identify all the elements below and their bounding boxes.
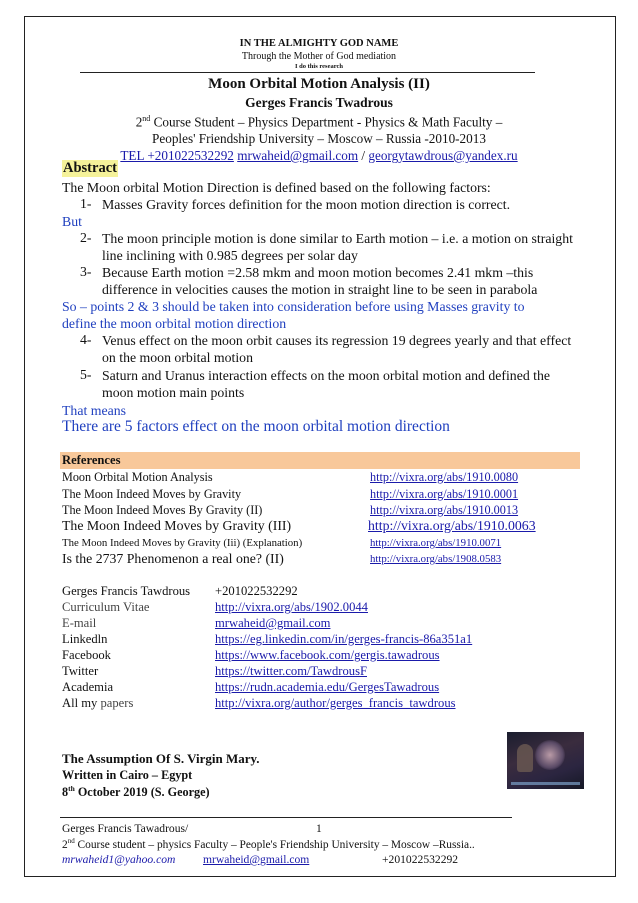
profile-label: Academia xyxy=(62,680,114,694)
footer-email-italic[interactable]: mrwaheid1@yahoo.com xyxy=(62,853,176,866)
item-1-number: 1- xyxy=(80,196,92,211)
footer-line-2-rest: Course student – physics Faculty – People's Friendship University – Moscow –Russia.. xyxy=(74,838,475,851)
contact-separator: / xyxy=(358,148,369,163)
virgin-mary-picture xyxy=(507,732,584,789)
conclusion-text: There are 5 factors effect on the moon orbital motion direction xyxy=(62,418,450,435)
but-label: But xyxy=(62,214,82,229)
profile-link[interactable]: https://twitter.com/TawdrousF xyxy=(215,664,367,678)
profile-label: E-mail xyxy=(62,616,97,630)
footer-email[interactable]: mrwaheid@gmail.com xyxy=(203,853,310,866)
item-3-text: Because Earth motion =2.58 mkm and moon motion becomes 2.41 mkm –this difference in velocities causes the motion in straight line to be seen in parabola xyxy=(102,265,538,297)
so-line-1: So – points 2 & 3 should be taken into consideration before using Masses gravity to xyxy=(62,299,525,314)
abstract-heading: Abstract xyxy=(63,160,117,176)
picture-glow xyxy=(535,740,565,770)
reference-title: The Moon Indeed Moves by Gravity (Iii) (Explanation) xyxy=(62,537,303,549)
reference-link[interactable]: http://vixra.org/abs/1910.0063 xyxy=(368,518,536,533)
item-2-number: 2- xyxy=(80,230,92,245)
header-line-3: I do this research xyxy=(295,63,343,70)
profile-link[interactable]: https://rudn.academia.edu/GergesTawadrous xyxy=(215,680,440,694)
affiliation-line-2: Peoples' Friendship University – Moscow – Russia -2010-2013 xyxy=(152,131,486,146)
reference-title: The Moon Indeed Moves by Gravity (III) xyxy=(62,518,292,533)
signature-line-2: Written in Cairo – Egypt xyxy=(62,768,193,782)
affiliation-line-1 xyxy=(0,114,638,130)
references-heading: References xyxy=(62,453,121,467)
profile-phone: +201022532292 xyxy=(215,584,298,598)
profile-label: Facebook xyxy=(62,648,111,662)
footer-page-number: 1 xyxy=(316,822,322,835)
item-5-number: 5- xyxy=(80,367,92,382)
profile-label: Twitter xyxy=(62,664,99,678)
profile-name: Gerges Francis Tawdrous xyxy=(62,584,191,598)
papers-label xyxy=(62,696,133,711)
reference-link[interactable]: http://vixra.org/abs/1910.0001 xyxy=(370,487,519,501)
author-name: Gerges Francis Twadrous xyxy=(245,95,393,110)
signature-line-3 xyxy=(62,784,210,800)
footer-ordinal-sup: nd xyxy=(67,837,75,845)
reference-link[interactable]: http://vixra.org/abs/1910.0071 xyxy=(370,537,502,549)
reference-title: The Moon Indeed Moves By Gravity (II) xyxy=(62,503,263,517)
footer-ordinal: 2 xyxy=(62,838,68,851)
reference-title: The Moon Indeed Moves by Gravity xyxy=(62,487,242,501)
so-line-2: define the moon orbital motion direction xyxy=(62,316,287,331)
footer-rule xyxy=(60,817,512,818)
that-means-label: That means xyxy=(62,403,126,418)
aff-ordinal: 2 xyxy=(135,114,143,130)
signature-day-sup: th xyxy=(68,784,75,793)
references-bar xyxy=(60,452,580,469)
item-5-text: Saturn and Uranus interaction effects on the moon orbital motion and defined the moon motion main points xyxy=(102,368,551,400)
email-link-2[interactable]: georgytawdrous@yandex.ru xyxy=(368,148,518,163)
profile-label: Curriculum Vitae xyxy=(62,600,150,614)
reference-title: Is the 2737 Phenomenon a real one? (II) xyxy=(62,551,284,566)
footer-line-2 xyxy=(62,837,475,851)
aff-line1-rest: Course Student – Physics Department - Physics & Math Faculty – xyxy=(150,114,503,130)
header-line-1: IN THE ALMIGHTY GOD NAME xyxy=(239,38,399,49)
profile-link[interactable]: mrwaheid@gmail.com xyxy=(215,616,331,630)
item-4-text: Venus effect on the moon orbit causes its regression 19 degrees yearly and that effect on the moon orbital motion xyxy=(102,333,572,365)
paper-title: Moon Orbital Motion Analysis (II) xyxy=(208,76,430,92)
item-2-text: The moon principle motion is done similar to Earth motion – i.e. a motion on straight line inclining with 0.985 degrees per solar day xyxy=(102,231,573,263)
abstract-intro: The Moon orbital Motion Direction is defined based on the following factors: xyxy=(62,180,491,195)
item-3-number: 3- xyxy=(80,264,92,279)
footer-phone: +201022532292 xyxy=(382,853,459,866)
papers-link[interactable]: http://vixra.org/author/gerges_francis_tawdrous xyxy=(215,696,456,710)
profile-label: Linkedln xyxy=(62,632,108,646)
footer-author: Gerges Francis Tawadrous/ xyxy=(62,822,189,835)
profile-link[interactable]: http://vixra.org/abs/1902.0044 xyxy=(215,600,368,614)
signature-line-1: The Assumption Of S. Virgin Mary. xyxy=(62,751,260,766)
header-line-2: Through the Mother of God mediation xyxy=(241,51,397,62)
header-rule xyxy=(80,72,535,73)
tel-link[interactable]: TEL +201022532292 xyxy=(120,148,234,163)
reference-link[interactable]: http://vixra.org/abs/1910.0080 xyxy=(370,470,519,484)
item-4-number: 4- xyxy=(80,332,92,347)
profile-link[interactable]: https://eg.linkedin.com/in/gerges-francis-86a351a1 xyxy=(215,632,473,646)
signature-day: 8 xyxy=(62,785,69,800)
reference-title: Moon Orbital Motion Analysis xyxy=(62,470,213,484)
reference-link[interactable]: http://vixra.org/abs/1910.0013 xyxy=(370,503,519,517)
reference-link[interactable]: http://vixra.org/abs/1908.0583 xyxy=(370,553,502,565)
papers-label-b: papers xyxy=(100,696,134,710)
item-1-text: Masses Gravity forces definition for the moon motion direction is correct. xyxy=(102,197,511,212)
signature-line-3-rest: October 2019 (S. George) xyxy=(74,785,210,800)
picture-figure xyxy=(517,744,533,772)
picture-caption-band xyxy=(511,782,580,785)
aff-ordinal-sup: nd xyxy=(142,114,151,123)
email-link-1[interactable]: mrwaheid@gmail.com xyxy=(237,148,359,163)
profile-link[interactable]: https://www.facebook.com/gergis.tawadrous xyxy=(215,648,440,662)
papers-label-a: All my xyxy=(62,696,101,710)
